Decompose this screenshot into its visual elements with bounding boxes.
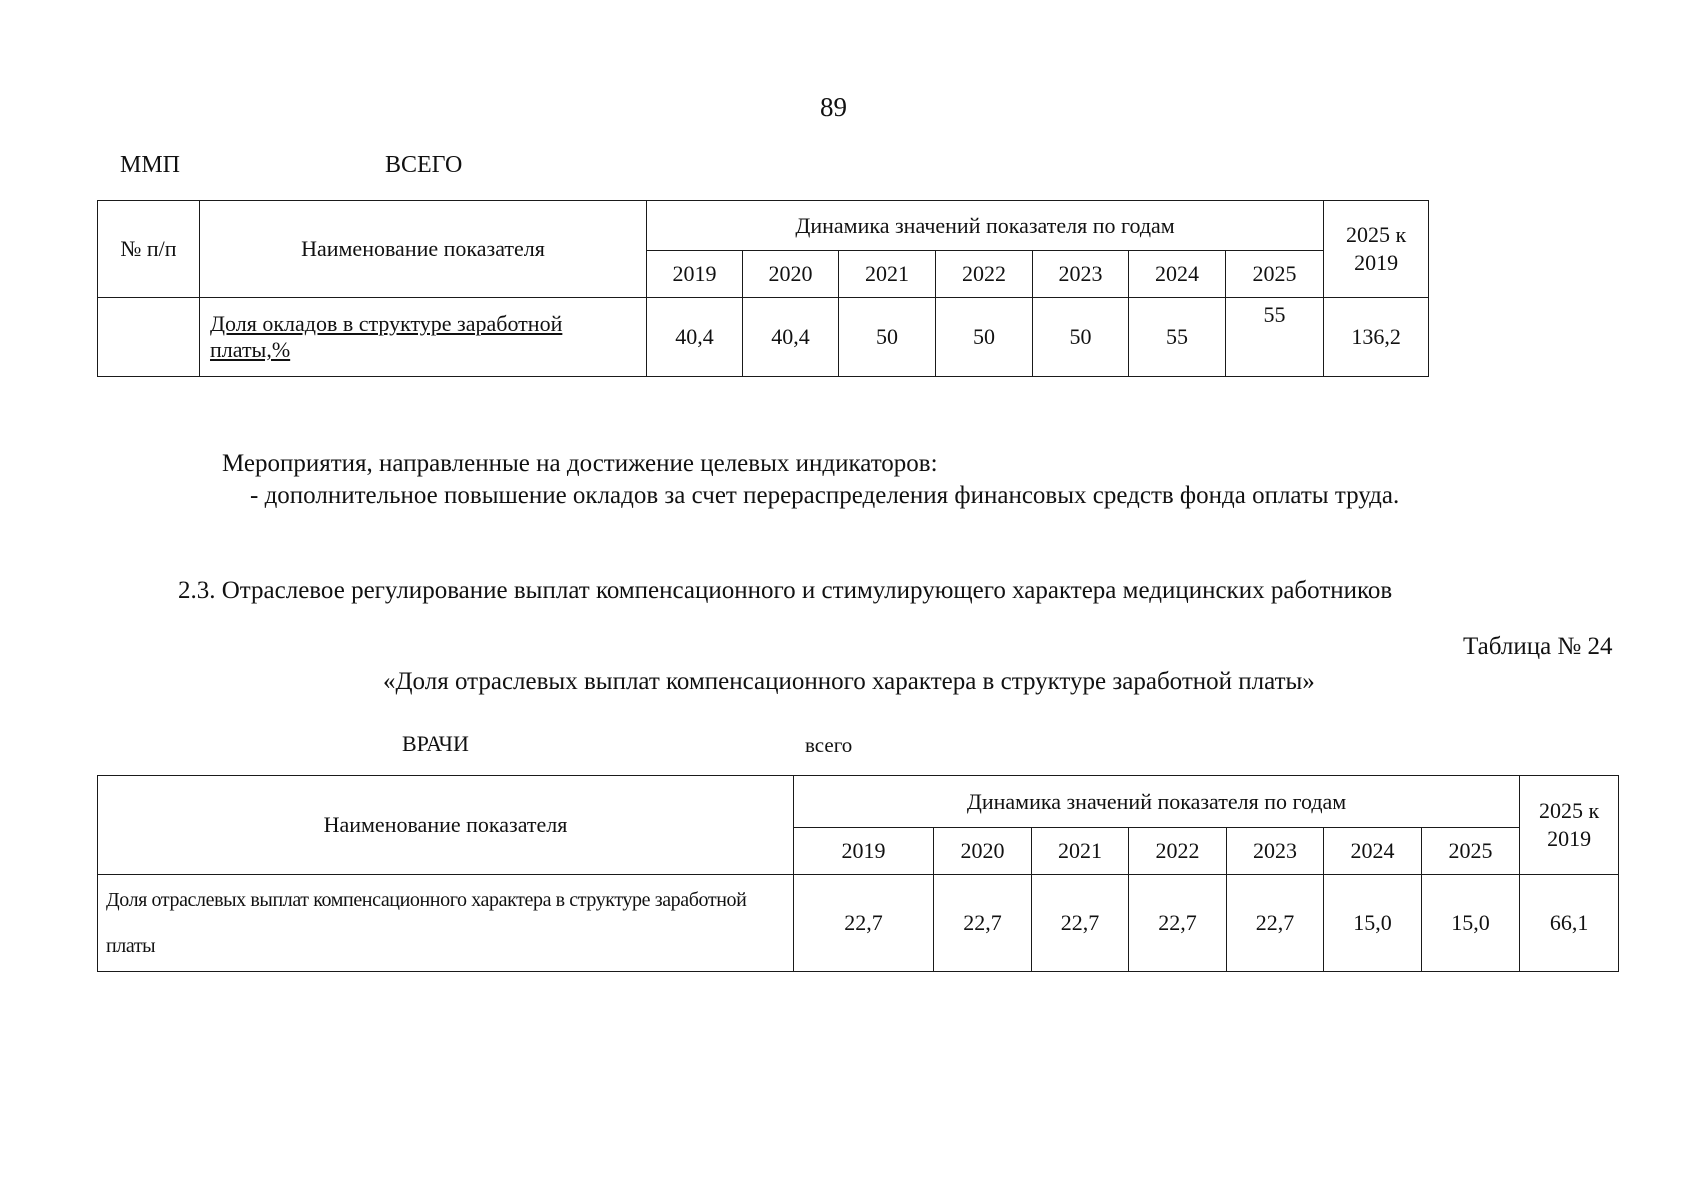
table2-header-row: [98, 776, 1619, 828]
table1-year: 2020: [743, 251, 839, 298]
table1-col-name: Наименование показателя: [200, 201, 647, 298]
table2: [97, 775, 1619, 972]
table1-cell-value: 55: [1129, 298, 1226, 377]
table1-row-num: [98, 298, 200, 377]
table2-cell-value: 15,0: [1422, 875, 1520, 972]
table1-row-name: Доля окладов в структуре заработной платы,%: [200, 298, 647, 377]
activities-title: Мероприятия, направленные на достижение целевых индикаторов:: [222, 450, 938, 477]
page-number: 89: [820, 92, 847, 122]
table2-col-name: Наименование показателя: [98, 776, 794, 875]
table2-label-right: всего: [805, 733, 853, 757]
table2-cell-value: 22,7: [1129, 875, 1227, 972]
table2-row-name: Доля отраслевых выплат компенсационного характера в структуре заработной платы: [98, 875, 794, 972]
table2-cell-value: 15,0: [1324, 875, 1422, 972]
table2-cell-ratio: 66,1: [1520, 875, 1619, 972]
table-row: [98, 298, 1429, 377]
table2-year: 2024: [1324, 828, 1422, 875]
table1-year: 2022: [936, 251, 1033, 298]
table2-cell-value: 22,7: [934, 875, 1032, 972]
table-number: Таблица № 24: [1463, 633, 1613, 660]
table1-cell-value: 40,4: [743, 298, 839, 377]
table1-col-ratio: 2025 к 2019: [1324, 201, 1429, 298]
table2-cell-value: 22,7: [1227, 875, 1324, 972]
table-title: «Доля отраслевых выплат компенсационного характера в структуре заработной платы»: [383, 668, 1315, 695]
table2-year: 2019: [794, 828, 934, 875]
table1-year: 2019: [647, 251, 743, 298]
table2-year: 2022: [1129, 828, 1227, 875]
table2-cell-value: 22,7: [794, 875, 934, 972]
table1-label-left: ММП: [120, 152, 181, 178]
table1-cell-value: 40,4: [647, 298, 743, 377]
table1-cell-value: 50: [839, 298, 936, 377]
table1-cell-value: 55: [1226, 298, 1324, 377]
table1-label-right: ВСЕГО: [385, 152, 463, 178]
activities-item: - дополнительное повышение окладов за счет перераспределения финансовых средств фонда оплаты труда.: [250, 482, 1400, 509]
table2-col-ratio: 2025 к 2019: [1520, 776, 1619, 875]
section-heading: 2.3. Отраслевое регулирование выплат компенсационного и стимулирующего характера медицинских работников: [178, 577, 1393, 604]
table2-year: 2020: [934, 828, 1032, 875]
table1-year: 2021: [839, 251, 936, 298]
table1-year: 2024: [1129, 251, 1226, 298]
table2-year: 2021: [1032, 828, 1129, 875]
table1: [97, 200, 1429, 377]
table1-cell-value: 50: [936, 298, 1033, 377]
table2-year: 2023: [1227, 828, 1324, 875]
table1-cell-ratio: 136,2: [1324, 298, 1429, 377]
table1-col-dynamics: Динамика значений показателя по годам: [647, 201, 1324, 251]
table2-cell-value: 22,7: [1032, 875, 1129, 972]
table1-year: 2023: [1033, 251, 1129, 298]
table1-header-row: [98, 201, 1429, 251]
table-row: [98, 875, 1619, 972]
table1-col-num: № п/п: [98, 201, 200, 298]
table1-year: 2025: [1226, 251, 1324, 298]
table1-cell-value: 50: [1033, 298, 1129, 377]
table2-year: 2025: [1422, 828, 1520, 875]
table2-col-dynamics: Динамика значений показателя по годам: [794, 776, 1520, 828]
table2-label-left: ВРАЧИ: [402, 731, 469, 756]
